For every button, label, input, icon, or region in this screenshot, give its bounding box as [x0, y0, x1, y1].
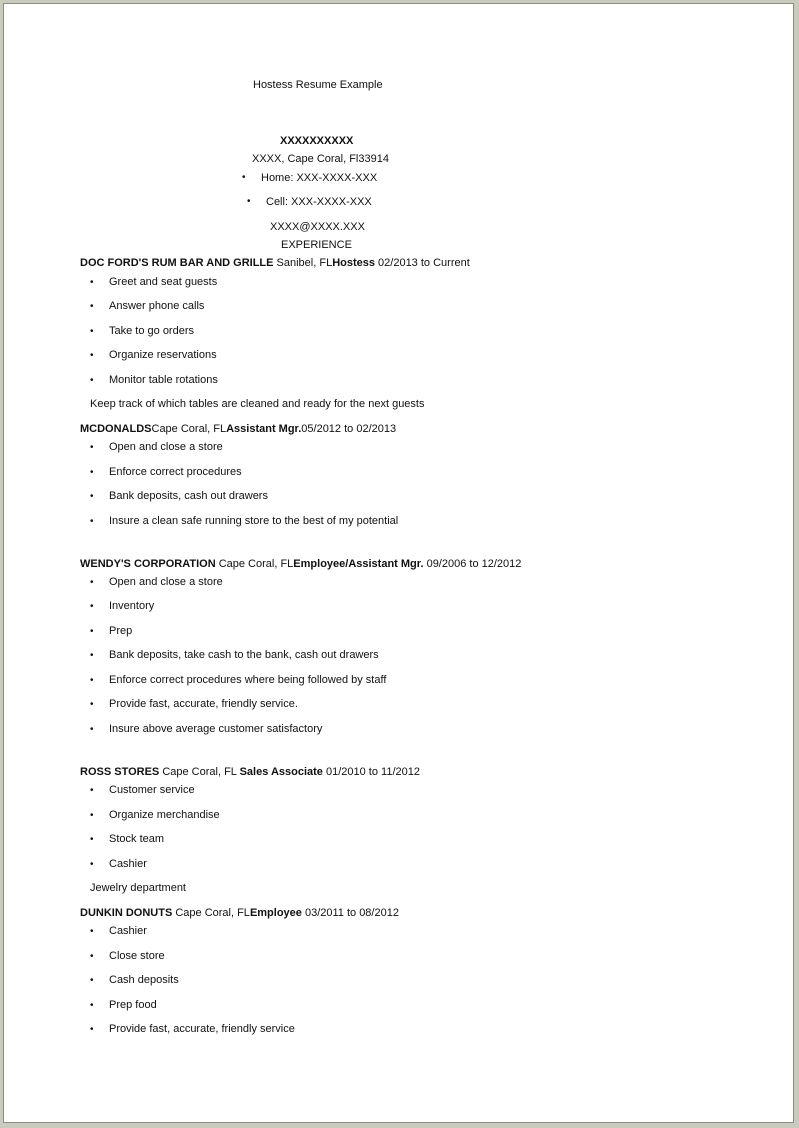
duty-text: Inventory	[109, 600, 155, 612]
job-company: WENDY'S CORPORATION	[80, 558, 216, 570]
section-heading-experience: EXPERIENCE	[281, 239, 352, 251]
bullet-icon: •	[90, 1000, 94, 1011]
duty-text: Bank deposits, cash out drawers	[109, 490, 268, 502]
bullet-icon: •	[90, 1024, 94, 1035]
bullet-icon: •	[90, 699, 94, 710]
resume-page	[3, 3, 794, 1123]
job-company: DOC FORD'S RUM BAR AND GRILLE	[80, 257, 274, 269]
duty-text: Provide fast, accurate, friendly service	[109, 1023, 295, 1035]
job-dates: 01/2010 to 11/2012	[322, 766, 420, 778]
job-company: MCDONALDS	[80, 423, 152, 435]
duty-text: Open and close a store	[109, 576, 223, 588]
applicant-name: XXXXXXXXXX	[280, 135, 354, 147]
job-role: Assistant Mgr.	[226, 423, 302, 435]
duty-text: Answer phone calls	[109, 300, 205, 312]
bullet-icon: •	[90, 975, 94, 986]
duty-text: Organize merchandise	[109, 809, 220, 821]
duty-text: Monitor table rotations	[109, 374, 218, 386]
bullet-icon: •	[90, 601, 94, 612]
bullet-icon: •	[90, 350, 94, 361]
bullet-icon: •	[90, 375, 94, 386]
bullet-icon: •	[90, 810, 94, 821]
job-heading	[80, 907, 399, 920]
duty-text: Cashier	[109, 925, 147, 937]
contact-email: XXXX@XXXX.XXX	[270, 221, 365, 233]
bullet-icon: •	[90, 301, 94, 312]
duty-text: Cash deposits	[109, 974, 179, 986]
job-dates: 02/2013 to Current	[374, 257, 470, 269]
duty-text: Bank deposits, take cash to the bank, cash out drawers	[109, 649, 379, 661]
job-role: Employee	[249, 907, 302, 919]
duty-text: Prep	[109, 625, 133, 637]
duty-text: Prep food	[109, 999, 157, 1011]
bullet-icon: •	[90, 491, 94, 502]
duty-text: Provide fast, accurate, friendly service.	[109, 698, 298, 710]
duty-text: Insure a clean safe running store to the best of my potential	[109, 515, 399, 527]
job-dates: 03/2011 to 08/2012	[301, 907, 399, 919]
job-location: Cape Coral, FL	[159, 766, 240, 778]
job-dates: 05/2012 to 02/2013	[301, 423, 397, 435]
bullet-icon: •	[90, 577, 94, 588]
bullet-icon: •	[90, 277, 94, 288]
bullet-icon: •	[90, 326, 94, 337]
job-note: Jewelry department	[90, 882, 186, 894]
job-company: ROSS STORES	[80, 766, 160, 778]
duty-text: Organize reservations	[109, 349, 217, 361]
duty-text: Take to go orders	[109, 325, 194, 337]
duty-text: Enforce correct procedures where being followed by staff	[109, 674, 387, 686]
bullet-icon: •	[242, 172, 246, 183]
bullet-icon: •	[90, 516, 94, 527]
duty-text: Stock team	[109, 833, 165, 845]
job-location: Cape Coral, FL	[172, 907, 250, 919]
job-company: DUNKIN DONUTS	[80, 907, 173, 919]
duty-text: Insure above average customer satisfactory	[109, 723, 323, 735]
job-heading	[80, 766, 420, 779]
bullet-icon: •	[247, 196, 251, 207]
contact-address: XXXX, Cape Coral, Fl33914	[252, 153, 389, 165]
job-dates: 09/2006 to 12/2012	[423, 558, 522, 570]
job-role: Sales Associate	[239, 766, 323, 778]
bullet-icon: •	[90, 785, 94, 796]
bullet-icon: •	[90, 859, 94, 870]
job-role: Hostess	[332, 257, 375, 269]
contact-home-phone: Home: XXX-XXXX-XXX	[261, 172, 378, 184]
duty-text: Greet and seat guests	[109, 276, 218, 288]
job-location: Cape Coral, FL	[151, 423, 227, 435]
bullet-icon: •	[90, 467, 94, 478]
bullet-icon: •	[90, 675, 94, 686]
contact-cell-phone: Cell: XXX-XXXX-XXX	[266, 196, 372, 208]
bullet-icon: •	[90, 650, 94, 661]
bullet-icon: •	[90, 442, 94, 453]
duty-text: Enforce correct procedures	[109, 466, 242, 478]
document-title: Hostess Resume Example	[253, 79, 383, 91]
duty-text: Cashier	[109, 858, 147, 870]
bullet-icon: •	[90, 724, 94, 735]
bullet-icon: •	[90, 951, 94, 962]
job-location: Sanibel, FL	[273, 257, 333, 269]
job-heading	[80, 558, 521, 571]
duty-text: Close store	[109, 950, 165, 962]
job-heading	[80, 423, 396, 436]
job-location: Cape Coral, FL	[215, 558, 294, 570]
bullet-icon: •	[90, 834, 94, 845]
job-note: Keep track of which tables are cleaned and ready for the next guests	[90, 398, 425, 410]
bullet-icon: •	[90, 626, 94, 637]
job-heading	[80, 257, 470, 270]
job-role: Employee/Assistant Mgr.	[293, 558, 424, 570]
duty-text: Open and close a store	[109, 441, 223, 453]
bullet-icon: •	[90, 926, 94, 937]
duty-text: Customer service	[109, 784, 195, 796]
